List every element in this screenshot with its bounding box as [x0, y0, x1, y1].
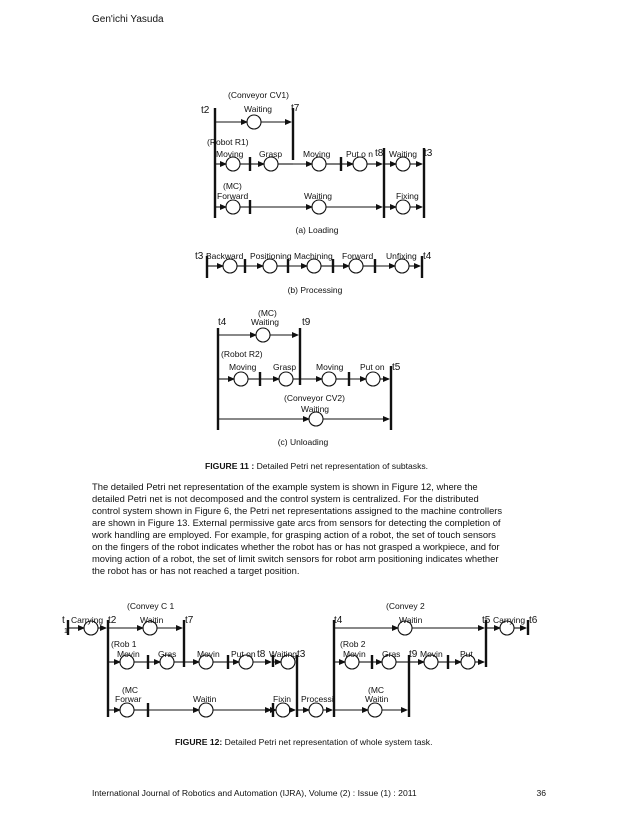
- petri-place: [307, 259, 321, 273]
- place-label: Movin: [343, 649, 366, 659]
- petri-place: [349, 259, 363, 273]
- transition-label: t8: [257, 649, 266, 660]
- petri-place: [353, 157, 367, 171]
- place-label: Waiting: [269, 649, 298, 659]
- transition-label: t9: [302, 317, 311, 328]
- conveyor-cv2-label: (Conveyor CV2): [284, 393, 345, 403]
- paragraph-line: detailed Petri net is not decomposed and the control system is centralized. For the distributed: [92, 493, 479, 504]
- transition-label: t8: [375, 148, 384, 159]
- place-label: Put on: [231, 649, 256, 659]
- petri-place: [120, 703, 134, 717]
- transition-label: t3: [297, 649, 306, 660]
- place-label: Fixing: [396, 191, 419, 201]
- page-footer: [92, 788, 546, 798]
- petri-place: [199, 703, 213, 717]
- paragraph-line: The detailed Petri net representation of the example system is shown in Figure 12, where the: [92, 481, 478, 492]
- subfigure-caption: (b) Processing: [287, 285, 343, 295]
- petri-place: [312, 157, 326, 171]
- petri-place: [396, 200, 410, 214]
- paragraph-line: the robot has or has not reached a target position.: [92, 565, 300, 576]
- transition-label: t3: [424, 148, 433, 159]
- place-label: Grasp: [273, 362, 297, 372]
- petri-place: [276, 703, 290, 717]
- transition-subscript: 1: [64, 628, 68, 635]
- petri-place: [234, 372, 248, 386]
- place-label: Gras: [382, 649, 401, 659]
- transition-label: t5: [392, 362, 401, 373]
- petri-place: [247, 115, 261, 129]
- place-label: Positioning: [250, 251, 292, 261]
- figure-12-petri-net-whole-system: [0, 595, 638, 730]
- place-label: Carrying: [493, 615, 526, 625]
- place-label: Put on: [360, 362, 385, 372]
- petri-place: [256, 328, 270, 342]
- transition-label: t4: [218, 317, 227, 328]
- paragraph-line: moving action of a robot, the set of limit switch sensors for robot arm positioning indicates whether: [92, 553, 499, 564]
- mc-label: (MC): [258, 308, 277, 318]
- paragraph-line: control system shown in Figure 6, the Petri net representations assigned to the machine controllers: [92, 505, 503, 516]
- place-label: Movin: [420, 649, 443, 659]
- conveyor-cv1-label: (Conveyor CV1): [228, 90, 289, 100]
- petri-place: [226, 200, 240, 214]
- place-label: Put: [460, 649, 473, 659]
- place-label: Backward: [206, 251, 244, 261]
- place-label: Moving: [303, 149, 331, 159]
- figure-12-caption: [175, 737, 432, 747]
- caption-label: FIGURE 12:: [175, 737, 223, 747]
- place-label: Waitin: [399, 615, 423, 625]
- paragraph-line: on the fingers of the robot indicates whether the robot has or has not grasped a workpiece, and for: [92, 541, 500, 552]
- place-label: Waiting: [301, 404, 330, 414]
- petri-place: [226, 157, 240, 171]
- place-label: Waiting: [304, 191, 333, 201]
- robot-r1-label: (Robot R1): [207, 137, 249, 147]
- petri-place: [322, 372, 336, 386]
- place-label: Movin: [197, 649, 220, 659]
- subfigure-caption: (c) Unloading: [277, 437, 329, 447]
- petri-place: [366, 372, 380, 386]
- place-label: Processi: [301, 694, 334, 704]
- mc-1-label: (MC: [122, 685, 139, 695]
- robot-r2-label: (Robot R2): [221, 349, 263, 359]
- place-label: Waiting: [244, 104, 273, 114]
- mc-label: (MC): [223, 181, 242, 191]
- place-label: Put o n: [346, 149, 373, 159]
- figure-11-caption: [205, 461, 428, 471]
- petri-place: [395, 259, 409, 273]
- place-label: Waiting: [251, 317, 280, 327]
- petri-place: [309, 703, 323, 717]
- petri-place: [223, 259, 237, 273]
- petri-place: [396, 157, 410, 171]
- body-paragraph: [92, 481, 546, 577]
- mc-2-label: (MC: [368, 685, 385, 695]
- place-label: Grasp: [259, 149, 283, 159]
- caption-label: FIGURE 11 :: [205, 461, 255, 471]
- transition-label: t6: [529, 615, 538, 626]
- paragraph-line: are shown in Figure 13. External permissive gate arcs from sensors for detecting the completion of: [92, 517, 501, 528]
- journal-citation: International Journal of Robotics and Automation (IJRA), Volume (2) : Issue (1) : 2011: [92, 788, 417, 798]
- place-label: Forwar: [115, 694, 142, 704]
- place-label: Machining: [294, 251, 333, 261]
- transition-label: t3: [195, 251, 204, 262]
- transition-label: t2: [201, 105, 210, 116]
- transition-label: t2: [108, 615, 117, 626]
- place-label: Moving: [316, 362, 344, 372]
- transition-label: t7: [291, 103, 300, 114]
- transition-label: t4: [423, 251, 432, 262]
- place-label: Unfixing: [386, 251, 417, 261]
- robot-1-label: (Rob 1: [111, 639, 137, 649]
- transition-label: t5: [482, 615, 491, 626]
- place-label: Fixin: [273, 694, 291, 704]
- subfigure-caption: (a) Loading: [295, 225, 339, 235]
- caption-text: Detailed Petri net representation of whole system task.: [222, 737, 433, 747]
- robot-2-label: (Rob 2: [340, 639, 366, 649]
- petri-place: [309, 412, 323, 426]
- petri-place: [368, 703, 382, 717]
- transition-label: t4: [334, 615, 343, 626]
- transition-label: t9: [409, 649, 418, 660]
- petri-place: [263, 259, 277, 273]
- petri-place: [312, 200, 326, 214]
- transition-label: t: [62, 615, 65, 626]
- conveyor-2-label: (Convey 2: [386, 601, 425, 611]
- place-label: Waitin: [365, 694, 389, 704]
- page-number: 36: [536, 788, 546, 798]
- place-label: Waiting: [389, 149, 418, 159]
- petri-place: [264, 157, 278, 171]
- paragraph-line: work handling are employed. For example, for grasping action of a robot, the set of touch sensors: [92, 529, 496, 540]
- running-header-author: Gen'ichi Yasuda: [92, 14, 164, 25]
- place-label: Waitin: [193, 694, 217, 704]
- place-label: Moving: [216, 149, 244, 159]
- place-label: Forward: [217, 191, 249, 201]
- place-label: Forward: [342, 251, 374, 261]
- place-label: Moving: [229, 362, 257, 372]
- transition-label: t7: [185, 615, 194, 626]
- place-label: Movin: [117, 649, 140, 659]
- caption-text: Detailed Petri net representation of subtasks.: [254, 461, 429, 471]
- petri-place: [279, 372, 293, 386]
- conveyor-1-label: (Convey C 1: [127, 601, 175, 611]
- place-label: Waitin: [140, 615, 164, 625]
- place-label: Carrying: [71, 615, 104, 625]
- place-label: Gras: [158, 649, 177, 659]
